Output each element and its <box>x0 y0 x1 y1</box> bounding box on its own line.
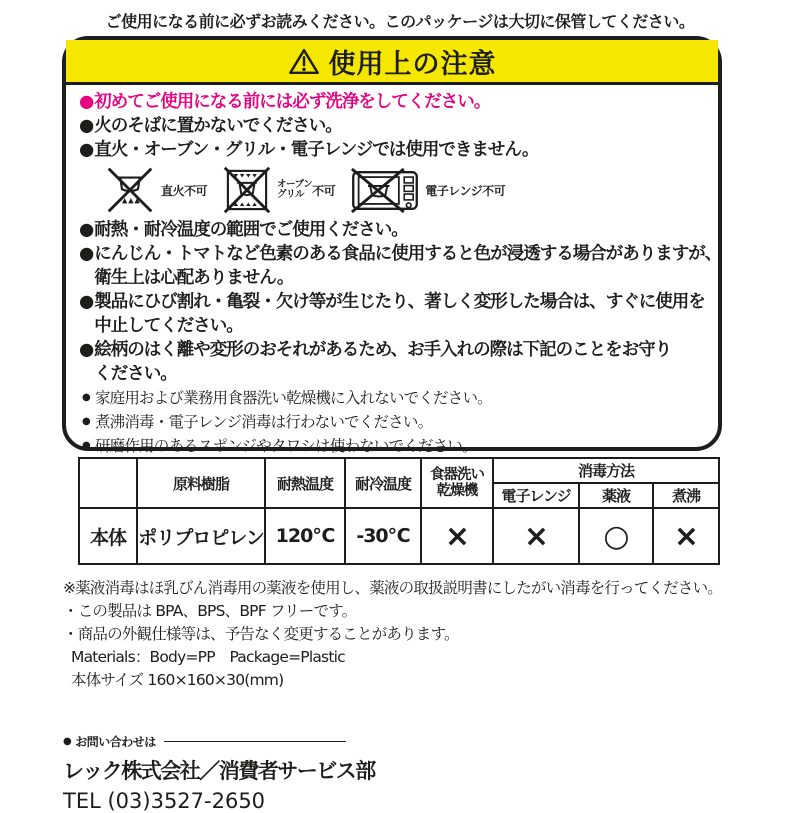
no-open-flame-pictogram <box>105 166 207 214</box>
warning-text: 家庭用および業務用食器洗い乾燥機に入れないでください。 <box>94 389 492 407</box>
warning-text-line2: ください。 <box>94 364 177 384</box>
warning-item <box>79 410 706 434</box>
inquiry-label: お問い合わせは <box>75 735 156 749</box>
divider-line <box>164 741 346 742</box>
company-name: レック株式会社 <box>63 759 200 783</box>
warning-text: 研磨作用のあるスポンジやタワシは使わないでください。 <box>94 437 477 455</box>
header-material: 原料樹脂 <box>137 458 265 508</box>
cell-microwave: × <box>493 508 579 564</box>
phone-number: TEL (03)3527-2650 <box>63 789 266 813</box>
header-chemical: 薬液 <box>579 483 653 508</box>
header-dishwasher <box>421 458 493 508</box>
cell-boil: × <box>653 508 719 564</box>
note-chemical-sterilization: ※薬液消毒はほ乳びん消毒用の薬液を使用し、薬液の取扱説明書にしたがい消毒を行ってください。 <box>63 579 722 597</box>
warning-text: 初めてご使用になる前には必ず洗浄をしてください。 <box>94 92 491 112</box>
pictogram-label: 直火不可 <box>161 183 208 198</box>
pictogram-label-suffix: 不可 <box>312 183 336 198</box>
warning-box <box>62 36 722 455</box>
warning-item <box>79 138 706 162</box>
cell-dishwasher: × <box>421 508 493 564</box>
note-bpa-free: ・この製品は BPA、BPS、BPF フリーです。 <box>63 602 357 620</box>
warning-header <box>66 40 718 85</box>
cell-cold: -30℃ <box>345 508 421 564</box>
pictogram-label <box>277 180 335 200</box>
note-spec-change: ・商品の外観仕様等は、予告なく変更することがあります。 <box>63 625 459 643</box>
bullet-icon: ● <box>79 92 94 112</box>
warning-item <box>79 242 722 290</box>
no-open-flame-icon <box>105 166 155 214</box>
warning-body <box>66 85 722 458</box>
cell-heat: 120℃ <box>265 508 345 564</box>
header-boil: 煮沸 <box>653 483 719 508</box>
table-header-row <box>79 458 719 483</box>
pictogram-label-line1: オーブン <box>277 179 313 190</box>
warning-item <box>79 434 706 458</box>
warning-text-line2: 衛生上は心配ありません。 <box>94 268 294 288</box>
warning-item <box>79 290 706 338</box>
header-corner <box>79 458 137 508</box>
warning-title: 使用上の注意 <box>328 48 497 80</box>
warning-item <box>79 114 706 138</box>
bullet-icon: ● <box>79 292 94 312</box>
warning-item <box>79 338 706 386</box>
header-cold: 耐冷温度 <box>345 458 421 508</box>
bullet-icon: ● <box>79 116 94 136</box>
warning-item <box>79 218 706 242</box>
note-materials: Materials：Body=PP Package=Plastic <box>71 648 345 666</box>
cell-item: 本体 <box>79 508 137 564</box>
bullet-icon: ● <box>79 340 94 360</box>
warning-item <box>79 386 706 410</box>
bullet-icon: ● <box>82 440 90 451</box>
header-dishwasher-line2: 乾燥機 <box>436 483 478 499</box>
pictogram-label: 電子レンジ不可 <box>425 183 506 198</box>
warning-text: にんじん・トマトなど色素のある食品に使用すると色が浸透する場合がありますが、 <box>94 244 722 264</box>
warning-text-line2: 中止してください。 <box>94 316 243 336</box>
warning-item <box>79 90 706 114</box>
prohibition-icons-row <box>105 164 706 216</box>
no-oven-grill-pictogram <box>223 166 335 214</box>
top-note: ご使用になる前に必ずお読みください。このパッケージは大切に保管してください。 <box>105 12 695 31</box>
header-heat: 耐熱温度 <box>265 458 345 508</box>
bullet-icon: ● <box>82 416 90 427</box>
no-microwave-icon <box>351 167 419 214</box>
inquiry-row <box>63 733 375 750</box>
no-microwave-pictogram <box>351 167 505 214</box>
company-line <box>63 755 375 785</box>
notes-block <box>63 577 722 692</box>
header-dishwasher-line1: 食器洗い <box>430 467 484 483</box>
warning-text: 製品にひび割れ・亀裂・欠け等が生じたり、著しく変形した場合は、すぐに使用を <box>94 292 705 312</box>
no-oven-grill-icon <box>223 166 271 214</box>
header-sterilization: 消毒方法 <box>493 458 719 483</box>
bullet-icon: ● <box>63 736 72 747</box>
bullet-icon: ● <box>82 392 90 403</box>
note-size: 本体サイズ 160×160×30(mm) <box>71 671 284 689</box>
header-microwave: 電子レンジ <box>493 483 579 508</box>
warning-text: 煮沸消毒・電子レンジ消毒は行わないでください。 <box>94 413 433 431</box>
warning-text: 火のそばに置かないでください。 <box>94 116 342 136</box>
bullet-icon: ● <box>79 244 94 264</box>
bullet-icon: ● <box>79 140 94 160</box>
company-department: ／消費者サービス部 <box>199 759 375 783</box>
warning-text: 耐熱・耐冷温度の範囲でご使用ください。 <box>94 220 408 240</box>
warning-text: 直火・オーブン・グリル・電子レンジでは使用できません。 <box>94 140 539 160</box>
footer-contact <box>63 733 375 813</box>
cell-material: ポリプロピレン <box>137 508 265 564</box>
warning-triangle-icon <box>288 47 320 76</box>
cell-chemical: ○ <box>579 508 653 564</box>
pictogram-label-line2: グリル <box>277 189 305 200</box>
warning-text: 絵柄のはく離や変形のおそれがあるため、お手入れの際は下記のことをお守り <box>94 340 672 360</box>
table-row <box>79 508 719 564</box>
spec-table <box>78 457 720 565</box>
bullet-icon: ● <box>79 220 94 240</box>
